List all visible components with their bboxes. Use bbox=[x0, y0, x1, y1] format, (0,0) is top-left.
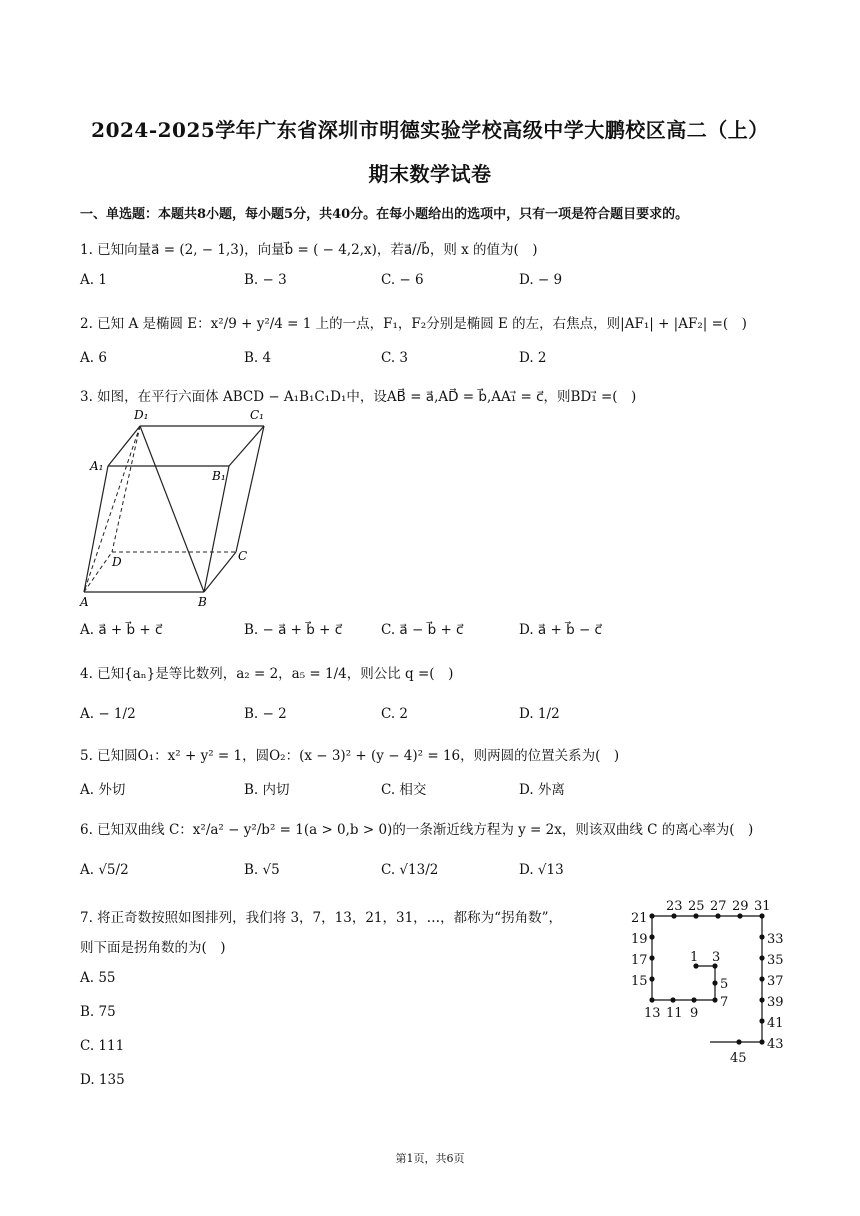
spiral-num-41: 41 bbox=[767, 1016, 784, 1031]
spiral-num-31: 31 bbox=[754, 899, 771, 914]
q3-option-b: B. − a⃗ + b⃗ + c⃗ bbox=[244, 622, 343, 638]
q2-option-a: A. 6 bbox=[80, 350, 107, 366]
q7-option-c: C. 111 bbox=[80, 1038, 125, 1054]
q5-option-d: D. 外离 bbox=[519, 782, 565, 798]
section-heading: 一、单选题：本题共8小题，每小题5分，共40分。在每小题给出的选项中，只有一项是符合题目要求的。 bbox=[80, 207, 689, 222]
q2-option-b: B. 4 bbox=[244, 350, 272, 366]
q1-option-a: A. 1 bbox=[80, 272, 107, 288]
q5-option-c: C. 相交 bbox=[381, 782, 427, 798]
spiral-num-25: 25 bbox=[688, 899, 705, 914]
label-C: C bbox=[238, 549, 248, 563]
parallelepiped-figure bbox=[76, 404, 276, 610]
q2-option-d: D. 2 bbox=[519, 350, 547, 366]
spiral-num-35: 35 bbox=[767, 953, 784, 968]
spiral-num-39: 39 bbox=[767, 995, 784, 1010]
q3-option-d: D. a⃗ + b⃗ − c⃗ bbox=[519, 622, 602, 638]
q2-option-c: C. 3 bbox=[381, 350, 409, 366]
q4-option-b: B. − 2 bbox=[244, 706, 287, 722]
q6-option-d: D. √13 bbox=[519, 862, 564, 878]
q6-option-c: C. √13/2 bbox=[381, 862, 439, 878]
question-3-text: 3. 如图，在平行六面体 ABCD − A₁B₁C₁D₁中，设AB⃗ = a⃗,AD⃗ = b⃗,AA₁⃗ = c⃗，则BD₁⃗ =( ) bbox=[80, 389, 637, 405]
q7-option-b: B. 75 bbox=[80, 1004, 116, 1020]
exam-title-line1: 2024-2025学年广东省深圳市明德实验学校高级中学大鹏校区高二（上） bbox=[91, 118, 769, 142]
spiral-num-33: 33 bbox=[767, 932, 784, 947]
spiral-num-5: 5 bbox=[720, 977, 729, 992]
spiral-num-19: 19 bbox=[631, 932, 648, 947]
q4-option-d: D. 1/2 bbox=[519, 706, 560, 722]
spiral-num-43: 43 bbox=[767, 1037, 784, 1052]
label-C1: C₁ bbox=[250, 408, 264, 422]
question-5-text: 5. 已知圆O₁：x² + y² = 1，圆O₂：(x − 3)² + (y − 4)² = 16，则两圆的位置关系为( ) bbox=[80, 748, 620, 764]
odd-number-spiral-figure bbox=[626, 896, 796, 1068]
spiral-num-9: 9 bbox=[690, 1006, 699, 1021]
question-2-text: 2. 已知 A 是椭圆 E：x²/9 + y²/4 = 1 上的一点，F₁，F₂分别是椭圆 E 的左，右焦点，则|AF₁| + |AF₂| =( ) bbox=[80, 316, 747, 332]
spiral-num-7: 7 bbox=[720, 995, 729, 1010]
q6-option-b: B. √5 bbox=[244, 862, 280, 878]
spiral-num-3: 3 bbox=[712, 950, 721, 965]
spiral-num-17: 17 bbox=[631, 953, 648, 968]
spiral-num-21: 21 bbox=[631, 911, 648, 926]
label-A1: A₁ bbox=[90, 459, 104, 473]
spiral-num-1: 1 bbox=[690, 950, 699, 965]
spiral-num-23: 23 bbox=[666, 899, 683, 914]
label-A: A bbox=[80, 595, 89, 609]
question-6-text: 6. 已知双曲线 C：x²/a² − y²/b² = 1(a > 0,b > 0)的一条渐近线方程为 y = 2x，则该双曲线 C 的离心率为( ) bbox=[80, 822, 754, 838]
q7-option-d: D. 135 bbox=[80, 1072, 125, 1088]
question-1-text: 1. 已知向量a⃗ = (2, − 1,3)，向量b⃗ = ( − 4,2,x)，若a⃗//b⃗，则 x 的值为( ) bbox=[80, 242, 538, 258]
label-B1: B₁ bbox=[212, 469, 226, 483]
q6-option-a: A. √5/2 bbox=[80, 862, 129, 878]
spiral-num-27: 27 bbox=[710, 899, 727, 914]
q5-option-b: B. 内切 bbox=[244, 782, 290, 798]
question-7-text-line1: 7. 将正奇数按照如图排列，我们将 3，7，13，21，31，…，都称为“拐角数”， bbox=[80, 910, 562, 926]
q3-option-c: C. a⃗ − b⃗ + c⃗ bbox=[381, 622, 464, 638]
question-4-text: 4. 已知{aₙ}是等比数列，a₂ = 2，a₅ = 1/4，则公比 q =( ) bbox=[80, 666, 454, 682]
q7-option-a: A. 55 bbox=[80, 970, 116, 986]
q4-option-c: C. 2 bbox=[381, 706, 409, 722]
question-7-text-line2: 则下面是拐角数的为( ) bbox=[80, 940, 226, 956]
label-D1: D₁ bbox=[134, 408, 149, 422]
label-B: B bbox=[198, 595, 207, 609]
q1-option-c: C. − 6 bbox=[381, 272, 424, 288]
spiral-num-15: 15 bbox=[631, 974, 648, 989]
q1-option-d: D. − 9 bbox=[519, 272, 563, 288]
exam-title-line2: 期末数学试卷 bbox=[368, 162, 492, 186]
q3-option-a: A. a⃗ + b⃗ + c⃗ bbox=[80, 622, 163, 638]
spiral-num-11: 11 bbox=[666, 1006, 683, 1021]
label-D: D bbox=[112, 555, 122, 569]
q5-option-a: A. 外切 bbox=[80, 782, 126, 798]
q4-option-a: A. − 1/2 bbox=[80, 706, 136, 722]
q1-option-b: B. − 3 bbox=[244, 272, 287, 288]
spiral-num-45: 45 bbox=[730, 1051, 747, 1066]
spiral-num-13: 13 bbox=[644, 1006, 661, 1021]
spiral-num-37: 37 bbox=[767, 974, 784, 989]
spiral-num-29: 29 bbox=[732, 899, 749, 914]
page-footer: 第1页，共6页 bbox=[395, 1152, 465, 1165]
